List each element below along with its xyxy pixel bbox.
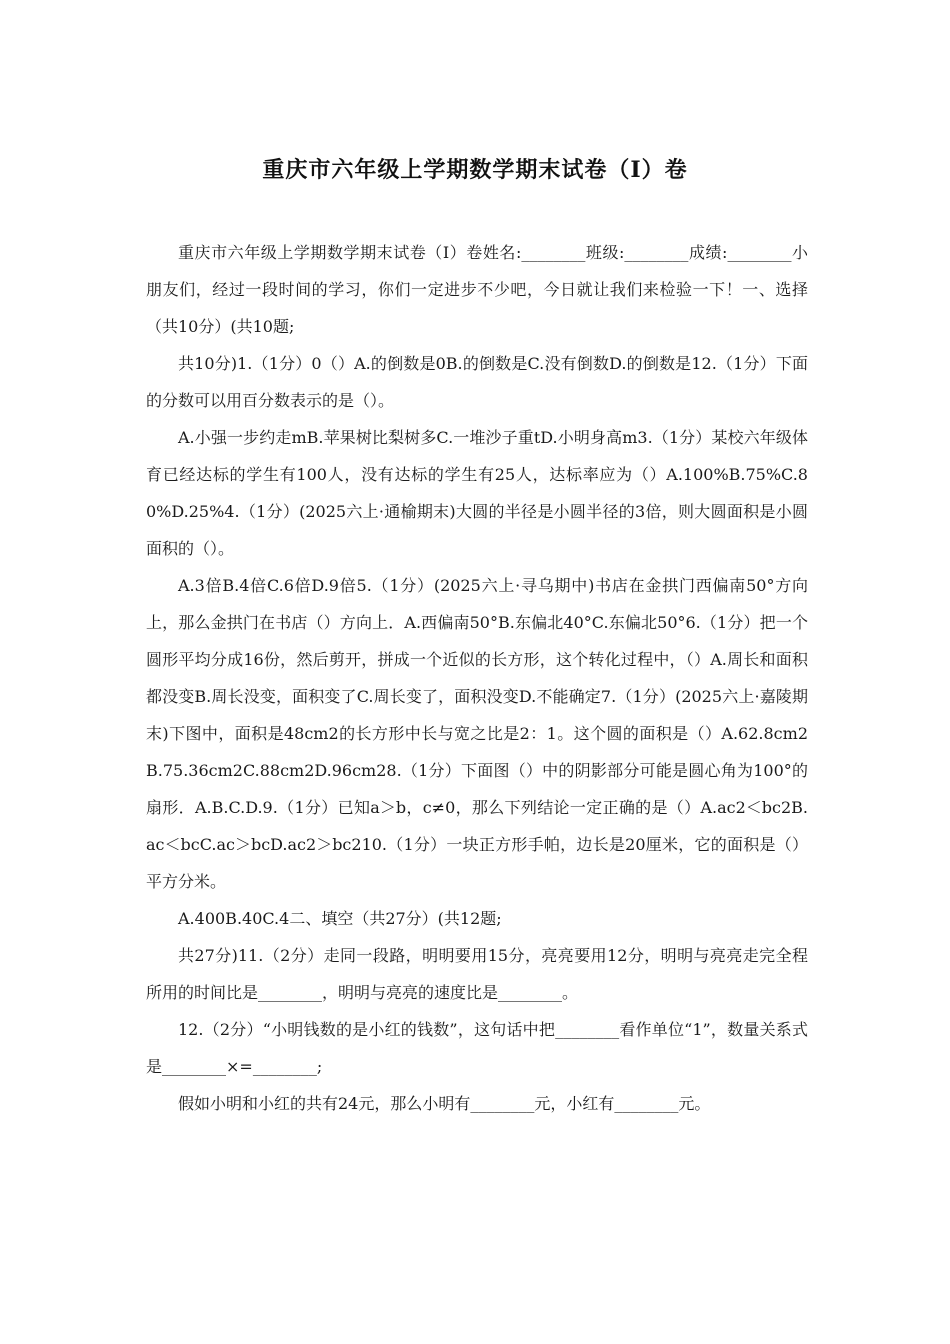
paragraph-question-12-continued: 假如小明和小红的共有24元，那么小明有________元，小红有________元。 — [178, 1094, 711, 1113]
paragraph-question-11: 共27分)11.（2分）走同一段路，明明要用15分，亮亮要用12分，明明与亮亮走完全程所用的时间比是________，明明与亮亮的速度比是________。 — [146, 946, 808, 1002]
paragraph-questions-2-4: A.小强一步约走mB.苹果树比梨树多C.一堆沙子重tD.小明身高m3.（1分）某校六年级体育已经达标的学生有100人，没有达标的学生有25人，达标率应为（）A.100%B.75%C.80%D.25%4.（1分）(2025六上·通榆期末)大圆的半径是小圆半径的3倍，则大圆面积是小圆面积的（）。 — [146, 428, 808, 558]
paragraph-questions-4-10: A.3倍B.4倍C.6倍D.9倍5.（1分）(2025六上·寻乌期中)书店在金拱门西偏南50°方向上，那么金拱门在书店（）方向上．A.西偏南50°B.东偏北40°C.东偏北50°6.（1分）把一个圆形平均分成16份，然后剪开，拼成一个近似的长方形，这个转化过程中，（）A.周长和面积都没变B.周长没变，面积变了C.周长变了，面积没变D.不能确定7.（1分）(2025六上·嘉陵期末)下图中，面积是48cm2的长方形中长与宽之比是2：1。这个圆的面积是（）A.62.8cm2B.75.36cm2C.88cm2D.96cm28.（1分）下面图（）中的阴影部分可能是圆心角为100°的扇形．A.B.C.D.9.（1分）已知a＞b，c≠0，那么下列结论一定正确的是（）A.ac2＜bc2B.ac＜bcC.ac＞bcD.ac2＞bc210.（1分）一块正方形手帕，边长是20厘米，它的面积是（）平方分米。 — [146, 576, 808, 891]
document-title: 重庆市六年级上学期数学期末试卷（I）卷 — [262, 157, 688, 183]
paragraph-section-two-heading: A.400B.40C.4二、填空（共27分）(共12题; — [178, 909, 502, 928]
paragraph-question-12: 12.（2分）“小明钱数的是小红的钱数”，这句话中把________看作单位“1”，数量关系式是________×=________; — [146, 1020, 808, 1076]
paragraph-intro: 重庆市六年级上学期数学期末试卷（I）卷姓名:________班级:________成绩:________小朋友们，经过一段时间的学习，你们一定进步不少吧，今日就让我们来检验一下！一、选择（共10分）(共10题; — [146, 243, 808, 336]
document-body — [146, 234, 808, 1122]
paragraph-questions-1-2: 共10分)1.（1分）0（）A.的倒数是0B.的倒数是C.没有倒数D.的倒数是12.（1分）下面的分数可以用百分数表示的是（）。 — [146, 354, 808, 410]
